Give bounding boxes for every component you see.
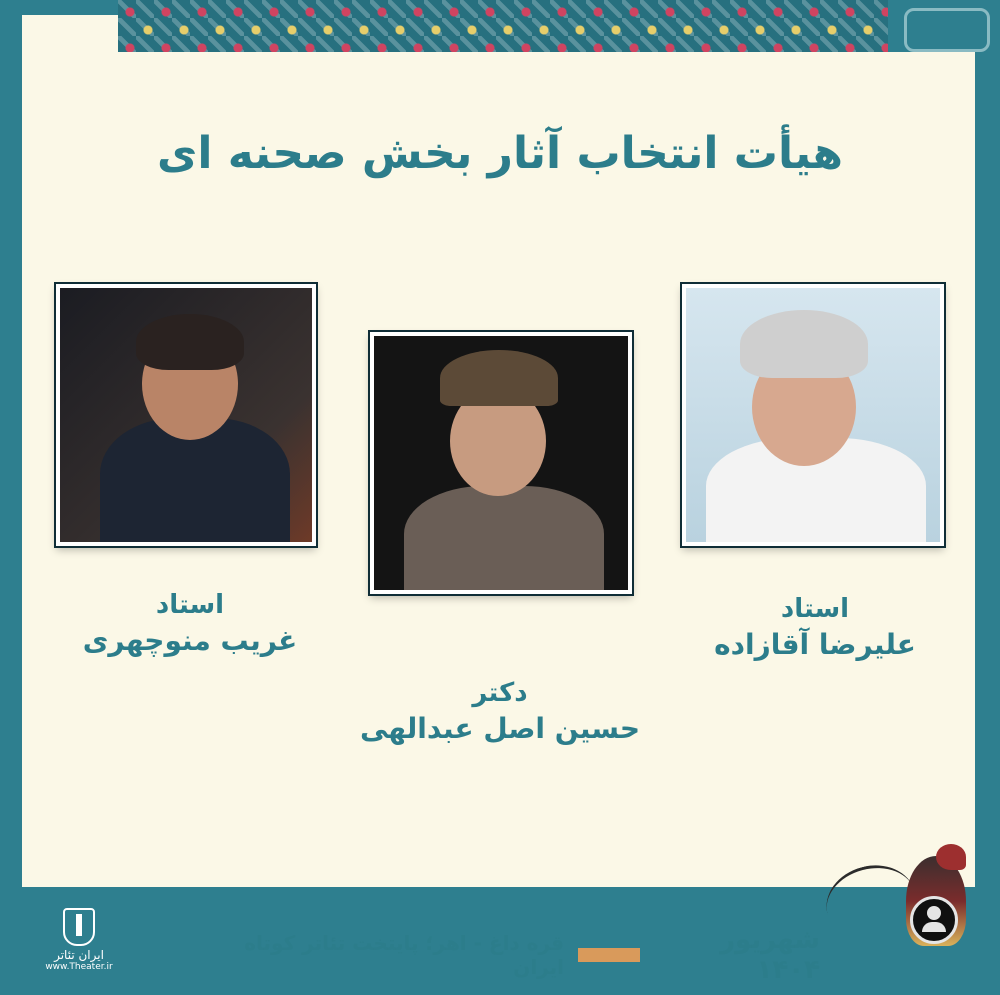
corner-ornament-icon <box>904 8 990 52</box>
logo-site: www.Theater.ir <box>45 962 113 972</box>
judge-honorific: دکتر <box>472 678 528 708</box>
judge-photo-right <box>682 284 944 546</box>
logo-brand: ایران تئاتر <box>54 948 104 962</box>
judge-photo-middle <box>370 332 632 594</box>
bird-head-icon <box>936 844 966 870</box>
iran-theater-logo[interactable] <box>38 908 120 974</box>
judge-name: غریب منوچهری <box>82 624 298 657</box>
festival-logo <box>818 826 978 976</box>
theater-emblem-icon <box>63 908 95 946</box>
judge-name: حسین اصل عبدالهی <box>359 712 641 745</box>
judge-photo-left <box>56 284 316 546</box>
footer-date: شهریور ۱۴۰۴ <box>720 925 820 985</box>
footer-divider <box>578 948 640 962</box>
judge-name-middle <box>340 676 660 748</box>
judge-name-right <box>690 592 940 664</box>
footer-location: قره داغ - اهر؛ پایتخت تئاتر کوتاه ایران <box>244 931 564 979</box>
page-title: هیأت انتخاب آثار بخش صحنه ای <box>157 128 843 179</box>
judge-honorific: استاد <box>780 594 850 624</box>
judge-name-left <box>60 588 320 660</box>
profile-icon[interactable] <box>910 896 958 944</box>
footer <box>200 925 820 985</box>
judge-name: علیرضا آقازاده <box>714 628 916 661</box>
panel-notch <box>22 15 118 55</box>
judge-honorific: استاد <box>155 590 225 620</box>
decorative-pattern-strip <box>118 0 888 52</box>
